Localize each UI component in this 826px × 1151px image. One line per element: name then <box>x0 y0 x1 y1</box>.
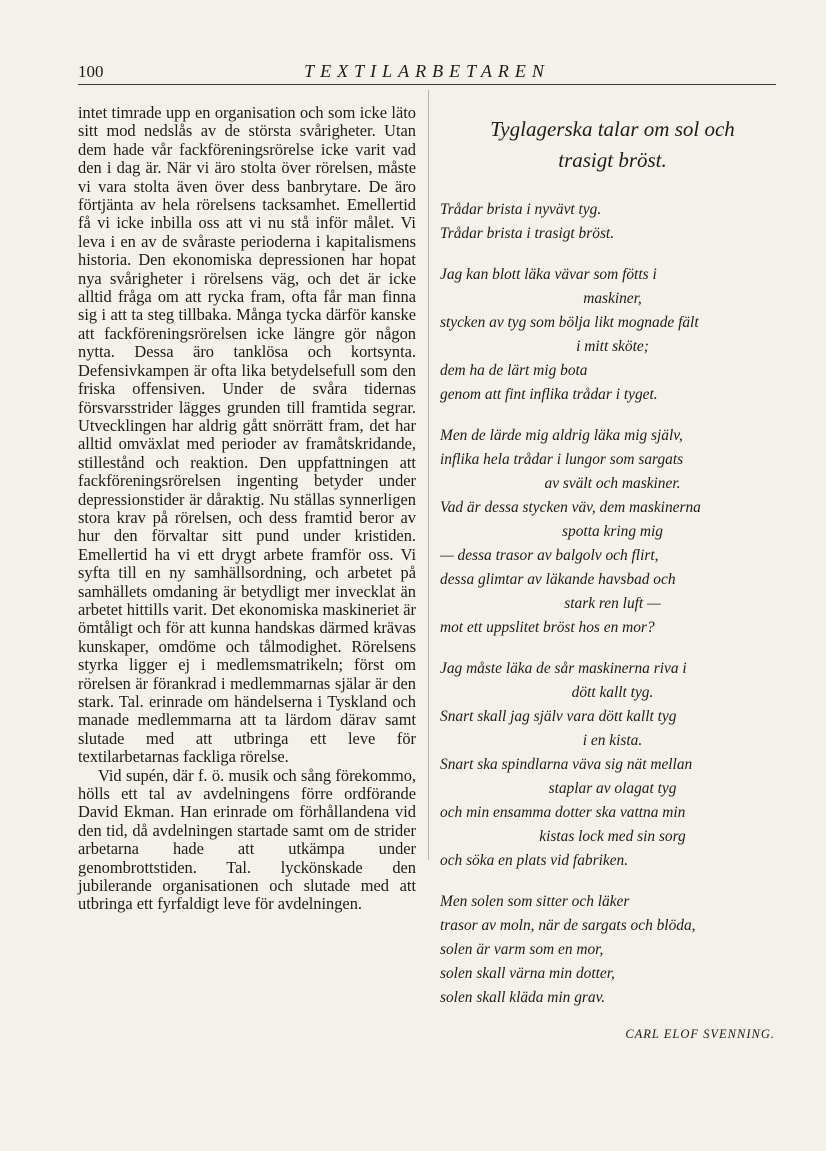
poem-line: Men solen som sitter och läker <box>440 893 630 910</box>
article-paragraph: Vid supén, där f. ö. musik och sång förekommo, hölls ett tal av avdelningens förre ordförande David Ekman. Han erinrade om förhållandena vid den tid, då avdelningen startade samt om de strider arbetarna hade att utkämpa under genombrottstiden. Tal. lyckönskade den jubilerande organisationen och slutade med att utbringa ett fyrfaldigt leve för avdelningen. <box>78 765 416 914</box>
poem-line-continuation: stark ren luft — <box>564 595 661 612</box>
poem-line-continuation: i mitt sköte; <box>576 338 649 355</box>
poem-line: och min ensamma dotter ska vattna min <box>440 804 686 821</box>
poem-line: mot ett uppslitet bröst hos en mor? <box>440 619 655 636</box>
poem-stanza <box>440 890 785 1010</box>
poem-line: solen skall kläda min grav. <box>440 989 606 1006</box>
poem-line: trasor av moln, när de sargats och blöda, <box>440 917 696 934</box>
poem-stanza <box>440 263 785 407</box>
poem-line: stycken av tyg som bölja likt mognade fält <box>440 314 699 331</box>
poem-line: Men de lärde mig aldrig läka mig själv, <box>440 427 683 444</box>
poem-line-continuation: staplar av olagat tyg <box>548 780 677 797</box>
poem-line: Jag kan blott läka vävar som fötts i <box>440 266 657 283</box>
masthead-title: TEXTILARBETAREN <box>304 61 550 81</box>
poem-line-continuation: av svält och maskiner. <box>544 475 681 492</box>
poem-stanza <box>440 424 785 640</box>
poem-line: solen är varm som en mor, <box>440 941 604 958</box>
header-divider <box>78 84 776 85</box>
page-header <box>78 60 776 82</box>
poem-line: Snart ska spindlarna väva sig nät mellan <box>440 756 693 773</box>
poem-line: Trådar brista i nyvävt tyg. <box>440 201 602 218</box>
poem-title <box>440 114 785 176</box>
poem-line: Jag måste läka de sår maskinerna riva i <box>440 660 687 677</box>
poem-line-continuation: spotta kring mig <box>562 523 663 540</box>
poem-title-line: Tyglagerska talar om sol och <box>490 117 735 141</box>
poem-line: dessa glimtar av läkande havsbad och <box>440 571 676 588</box>
poem-line: Vad är dessa stycken väv, dem maskinerna <box>440 499 701 516</box>
column-divider <box>428 90 429 860</box>
article-column <box>78 104 416 914</box>
poem-line: — dessa trasor av balgolv och flirt, <box>440 547 659 564</box>
poem-title-line: trasigt bröst. <box>558 148 667 172</box>
poem-line: och söka en plats vid fabriken. <box>440 852 629 869</box>
poem-stanza <box>440 657 785 873</box>
poem-line: genom att fint inflika trådar i tyget. <box>440 386 658 403</box>
article-paragraph: intet timrade upp en organisation och som icke läto sitt mod nedslås av de största svårigheter. Utan dem hade vår fackföreningsrörelse icke varit vad den i dag är. När vi äro stolta över rörelsen, måste vi vara stolta även över dess banbrytare. De äro förtjänta av hela rörelsens tacksamhet. Emellertid få vi icke inbilla oss att vi nu stå inför målet. Vi leva i en av de svåraste perioderna i kapitalismens historia. Den ekonomiska depressionen har hopat nya svårigheter i rörelsens väg, och det är icke alltid fråga om att rycka fram, ofta får man finna sig i att ta steg tillbaka. Många tycka därför kanske att fackföreningsrörelsen icke längre gör någon nytta. Dessa äro tanklösa och kortsynta. Defensivkampen är ofta lika betydelsefull som den friska offensiven. Under de svåra tidernas försvarsstrider lägges grunden till framtida segrar. Utvecklingen har aldrig gått snörrätt fram, det har alltid omväxlat med perioder av framåtskridande, stillestånd och reaktion. Den uppfattningen att fackföreningsrörelsen ingenting betyder under depressionstider är dåraktig. Nu ställas synnerligen stora krav på rörelsen, och dess framtid beror av hur den förvaltar sitt pund under kristiden. Emellertid ha vi ett drygt arbete framför oss. Vi syfta till en ny samhällsordning, och arbetet på samhällets omdaning är betydligt mer invecklat än arbetet hittills varit. Det ekonomiska maskineriet är ömtåligt och för att kunna handskas därmed krävas kunskaper, omdöme och tålmodighet. Rörelsens styrka ligger ej i medlemsmatrikeln; först om rörelsen är förankrad i medlemmarnas själar är den stark. Tal. erinrade om händelserna i Tyskland och manade medlemmarna att ta lärdom därav samt slutade med att utbringa ett leve för textilarbetarnas fackliga rörelse. <box>78 103 416 767</box>
poem-line: dem ha de lärt mig bota <box>440 362 588 379</box>
poem-line: Snart skall jag själv vara dött kallt tyg <box>440 708 677 725</box>
poem-author: CARL ELOF SVENNING. <box>625 1027 775 1041</box>
poem-line-continuation: kistas lock med sin sorg <box>539 828 686 845</box>
poem-line-continuation: maskiner, <box>583 290 642 307</box>
poem-line-continuation: dött kallt tyg. <box>571 684 654 701</box>
poem-line: solen skall värna min dotter, <box>440 965 615 982</box>
poem-line: Trådar brista i trasigt bröst. <box>440 225 615 242</box>
page-number: 100 <box>78 62 104 81</box>
poem-line: inflika hela trådar i lungor som sargats <box>440 451 684 468</box>
poem-line-continuation: i en kista. <box>582 732 643 749</box>
poem-stanza <box>440 198 785 246</box>
poem-column <box>440 114 785 1042</box>
